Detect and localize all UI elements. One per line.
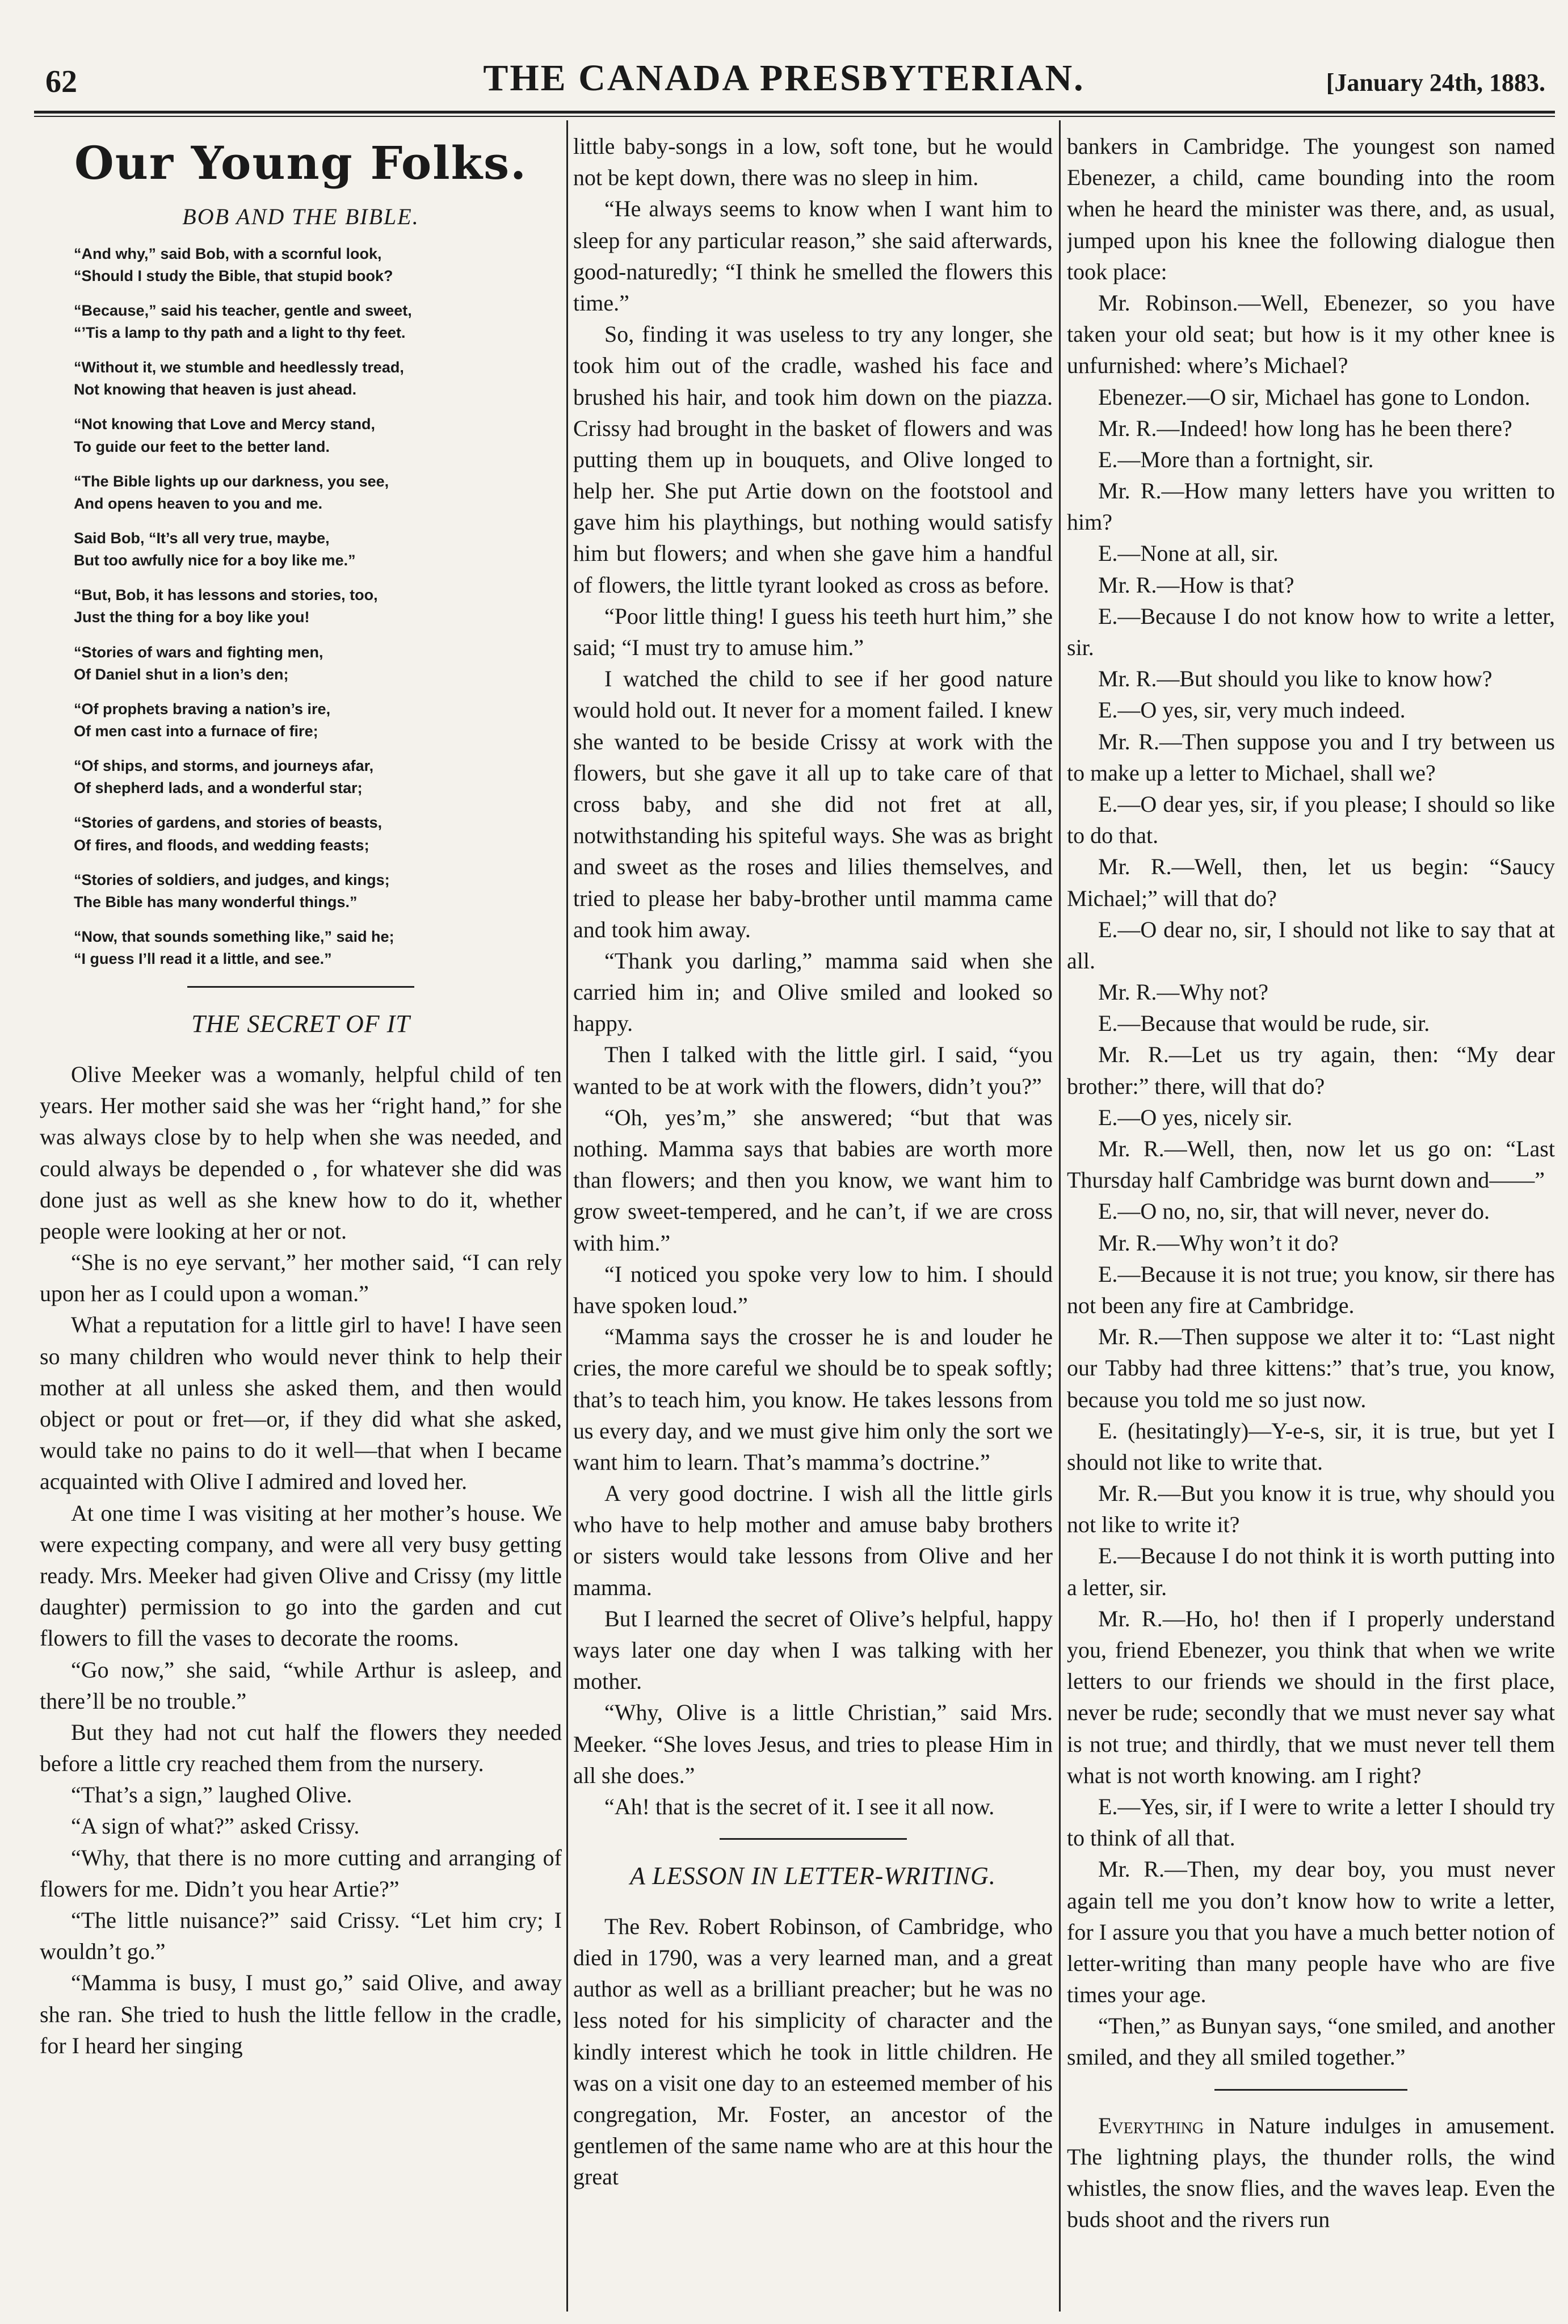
dialogue-line: E.—O yes, sir, very much indeed. xyxy=(1098,697,1406,723)
poem-stanza: “Of ships, and storms, and journeys afar, Of shepherd lads, and a wonderful star; xyxy=(74,757,374,797)
page-number: 62 xyxy=(45,64,77,99)
poem-stanza: “Because,” said his teacher, gentle and sweet, “’Tis a lamp to thy path and a light to thy feet. xyxy=(74,301,412,341)
dialogue-line: Mr. R.—Then suppose you and I try between us to make up a letter to Michael, shall we? xyxy=(1067,728,1555,786)
paragraph: But I learned the secret of Olive’s helpful, happy ways later one day when I was talking with her mother. xyxy=(573,1605,1053,1694)
poem-title: BOB AND THE BIBLE. xyxy=(182,204,419,230)
paragraph: “I noticed you spoke very low to him. I should have spoken loud.” xyxy=(573,1261,1053,1318)
paragraph: “Mamma says the crosser he is and louder he cries, the more careful we should be to speak softly; that’s to teach him, you know. He takes lessons from us every day, and we must give him only the sort we want him to learn. That’s mamma’s doctrine.” xyxy=(573,1324,1053,1475)
section-separator xyxy=(187,986,414,988)
dialogue-line: Mr. R.—How many letters have you written to him? xyxy=(1067,478,1555,535)
poem-stanza: “Stories of gardens, and stories of beasts, Of fires, and floods, and wedding feasts; xyxy=(74,814,382,854)
dialogue-line: E.—O yes, nicely sir. xyxy=(1098,1104,1293,1130)
paragraph: “Go now,” she said, “while Arthur is asleep, and there’ll be no trouble.” xyxy=(40,1656,562,1714)
masthead: THE CANADA PRESBYTERIAN. xyxy=(483,57,1085,99)
paragraph: “Ah! that is the secret of it. I see it all now. xyxy=(604,1793,995,1819)
dialogue-line: Mr. Robinson.—Well, Ebenezer, so you have taken your old seat; but how is it my other knee is unfurnished: where’s Michael? xyxy=(1067,290,1555,379)
dialogue-line: Mr. R.—Well, then, now let us go on: “Last Thursday half Cambridge was burnt down and——” xyxy=(1067,1136,1555,1193)
column-1 xyxy=(40,131,562,2305)
poem-stanza: “Now, that sounds something like,” said he; “I guess I’ll read it a little, and see.” xyxy=(74,928,394,968)
poem-stanza: “Without it, we stumble and heedlessly tread, Not knowing that heaven is just ahead. xyxy=(74,359,404,398)
poem-stanza: “Of prophets braving a nation’s ire, Of men cast into a furnace of fire; xyxy=(74,700,331,740)
poem-stanza: “Not knowing that Love and Mercy stand, To guide our feet to the better land. xyxy=(74,416,376,455)
dialogue-line: Mr. R.—Why won’t it do? xyxy=(1098,1230,1339,1256)
dialogue-line: Mr. R.—Then suppose we alter it to: “Last night our Tabby had three kittens:” that’s true, you know, because you told me so just now. xyxy=(1067,1324,1555,1412)
poem-stanza: “The Bible lights up our darkness, you see, And opens heaven to you and me. xyxy=(74,472,389,512)
dialogue-line: Mr. R.—How is that? xyxy=(1098,572,1294,598)
column-divider-1 xyxy=(566,120,568,2312)
paragraph: “She is no eye servant,” her mother said, “I can rely upon her as I could upon a woman.” xyxy=(40,1249,562,1307)
dialogue-line: E.—More than a fortnight, sir. xyxy=(1098,446,1374,472)
dialogue-line: Mr. R.—Then, my dear boy, you must never again tell me you don’t know how to write a letter, for I assure you that you have a much better notion of letter-writing than many people have who are five times your age. xyxy=(1067,1856,1555,2008)
dialogue-line: E.—O dear no, sir, I should not like to say that at all. xyxy=(1067,916,1555,974)
paragraph: So, finding it was useless to try any longer, she took him out of the cradle, washed his face and brushed his hair, and took him down on the piazza. Crissy had brought in the basket of flowers and was putting them up in bouquets, and Olive longed to help her. She put Artie down on the footstool and gave him his playthings, but nothing would satisfy him but flowers; and when she gave him a handful of flowers, the little tyrant looked as cross as before. xyxy=(573,321,1053,598)
paragraph: little baby-songs in a low, soft tone, but he would not be kept down, there was no sleep in him. xyxy=(573,133,1053,191)
header-rule-bottom xyxy=(34,116,1555,117)
section-title: Our Young Folks. xyxy=(74,136,527,190)
issue-date: [January 24th, 1883. xyxy=(1326,69,1545,97)
paragraph: At one time I was visiting at her mother’s house. We were expecting company, and were all very busy getting ready. Mrs. Meeker had given Olive and Crissy (my little daughter) permission to go into the garden and cut flowers to fill the vases to decorate the rooms. xyxy=(40,1500,562,1651)
dialogue-line: Mr. R.—But should you like to know how? xyxy=(1098,666,1493,692)
dialogue-line: E.—O dear yes, sir, if you please; I should so like to do that. xyxy=(1067,791,1555,849)
closing-lead: Everything xyxy=(1098,2112,1204,2138)
closing-text: in Nature indulges in amusement. The lightning plays, the thunder rolls, the wind whistles, the snow flies, and the waves leap. Even the buds shoot and the rivers run xyxy=(1067,2112,1555,2233)
paragraph: But they had not cut half the flowers they needed before a little cry reached them from the nursery. xyxy=(40,1719,562,1777)
dialogue-line: Mr. R.—Ho, ho! then if I properly understand you, friend Ebenezer, you think that when we write letters to our friends we should in the first place, never be rude; secondly that we must never say what is not true; and thirdly, that we must never tell them what is not worth knowing. am I right? xyxy=(1067,1605,1555,1788)
dialogue-line: E. (hesitatingly)—Y-e-s, sir, it is true, but yet I should not like to write that. xyxy=(1067,1417,1555,1475)
dialogue-line: Mr. R.—Well, then, let us begin: “Saucy Michael;” will that do? xyxy=(1067,854,1555,911)
paragraph: “Thank you darling,” mamma said when she carried him in; and Olive smiled and looked so happy. xyxy=(573,947,1053,1037)
column-3 xyxy=(1067,131,1555,2305)
poem-stanza: Said Bob, “It’s all very true, maybe, But too awfully nice for a boy like me.” xyxy=(74,529,356,569)
paragraph: The Rev. Robert Robinson, of Cambridge, who died in 1790, was a very learned man, and a great author as well as a brilliant preacher; but he was no less noted for his simplicity of character and the kindly interest which he took in little children. He was on a visit one day to an esteemed member of his congregation, Mr. Foster, an ancestor of the gentlemen of the same name who are at this hour the great xyxy=(573,1913,1053,2190)
dialogue-line: E.—Because that would be rude, sir. xyxy=(1098,1010,1430,1037)
paragraph: Then I talked with the little girl. I said, “you wanted to be at work with the flowers, didn’t you?” xyxy=(573,1042,1053,1099)
poem-stanza: “Stories of wars and fighting men, Of Daniel shut in a lion’s den; xyxy=(74,643,323,683)
dialogue-line: E.—O no, no, sir, that will never, never do. xyxy=(1098,1198,1490,1224)
lesson-title: A LESSON IN LETTER-WRITING. xyxy=(630,1862,996,1890)
section-separator xyxy=(1214,2089,1407,2091)
paragraph: What a reputation for a little girl to have! I have seen so many children who would never think to help their mother at all unless she asked them, and then would object or pout or fret—or, if they did what she asked, would take no pains to do it well—that when I became acquainted with Olive I admired and loved her. xyxy=(40,1312,562,1495)
paragraph: Olive Meeker was a womanly, helpful child of ten years. Her mother said she was her “right hand,” for she was always close by to help when she was needed, and could always be depended o , for whatever she did was done just as well as she knew how to do it, whether people were looking at her or not. xyxy=(40,1061,562,1244)
paragraph: “Oh, yes’m,” she answered; “but that was nothing. Mamma says that babies are worth more than flowers; and then you know, we want him to grow sweet-tempered, and he can’t, if we are cross with him.” xyxy=(573,1104,1053,1256)
story-title: THE SECRET OF IT xyxy=(191,1010,410,1038)
dialogue-line: Ebenezer.—O sir, Michael has gone to London. xyxy=(1098,384,1531,410)
dialogue-line: Mr. R.—Indeed! how long has he been there? xyxy=(1098,415,1512,441)
dialogue-line: E.—Because I do not think it is worth putting into a letter, sir. xyxy=(1067,1543,1555,1600)
poem-stanza: “Stories of soldiers, and judges, and kings; The Bible has many wonderful things.” xyxy=(74,871,390,911)
column-divider-2 xyxy=(1059,120,1061,2312)
section-separator xyxy=(720,1838,907,1840)
header-rule-top xyxy=(34,111,1555,114)
poem xyxy=(74,243,562,971)
paragraph: “Then,” as Bunyan says, “one smiled, and another smiled, and they all smiled together.” xyxy=(1067,2013,1555,2070)
poem-stanza: “But, Bob, it has lessons and stories, too, Just the thing for a boy like you! xyxy=(74,586,378,626)
paragraph: A very good doctrine. I wish all the little girls who have to help mother and amuse baby brothers or sisters would take lessons from Olive and her mamma. xyxy=(573,1480,1053,1600)
dialogue-line: E.—Because it is not true; you know, sir there has not been any fire at Cambridge. xyxy=(1067,1261,1555,1318)
dialogue-line: E.—None at all, sir. xyxy=(1098,540,1279,567)
paragraph: I watched the child to see if her good nature would hold out. It never for a moment failed. I knew she wanted to be beside Crissy at work with the flowers, but she gave it all up to take care of that cross baby, and she did not fret at all, notwithstanding his spiteful ways. She was as bright and sweet as the roses and lilies themselves, and tried to please her baby-brother until mamma came and took him away. xyxy=(573,666,1053,942)
paragraph: “The little nuisance?” said Crissy. “Let him cry; I wouldn’t go.” xyxy=(40,1907,562,1965)
column-2 xyxy=(573,131,1053,2305)
paragraph: “Why, that there is no more cutting and arranging of flowers for me. Didn’t you hear Artie?” xyxy=(40,1844,562,1902)
dialogue-line: E.—Yes, sir, if I were to write a letter I should try to think of all that. xyxy=(1067,1793,1555,1851)
paragraph: “Poor little thing! I guess his teeth hurt him,” she said; “I must try to amuse him.” xyxy=(573,603,1053,660)
paragraph: “That’s a sign,” laughed Olive. xyxy=(71,1782,352,1808)
closing-paragraph xyxy=(1067,2110,1555,2235)
paragraph: bankers in Cambridge. The youngest son named Ebenezer, a child, came bounding into the room when he heard the minister was there, and, as usual, jumped upon his knee the following dialogue then took place: xyxy=(1067,133,1555,284)
paragraph: “Why, Olive is a little Christian,” said Mrs. Meeker. “She loves Jesus, and tries to please Him in all she does.” xyxy=(573,1700,1053,1788)
paragraph: “A sign of what?” asked Crissy. xyxy=(71,1813,360,1839)
dialogue-line: Mr. R.—Let us try again, then: “My dear brother:” there, will that do? xyxy=(1067,1042,1555,1099)
paragraph: “He always seems to know when I want him to sleep for any particular reason,” she said afterwards, good-naturedly; “I think he smelled the flowers this time.” xyxy=(573,196,1053,316)
poem-stanza: “And why,” said Bob, with a scornful look, “Should I study the Bible, that stupid book? xyxy=(74,245,393,284)
dialogue-line: Mr. R.—Why not? xyxy=(1098,979,1268,1005)
dialogue-line: Mr. R.—But you know it is true, why should you not like to write it? xyxy=(1067,1480,1555,1538)
paragraph: “Mamma is busy, I must go,” said Olive, and away she ran. She tried to hush the little fellow in the cradle, for I heard her singing xyxy=(40,1970,562,2058)
dialogue-line: E.—Because I do not know how to write a letter, sir. xyxy=(1067,603,1555,660)
